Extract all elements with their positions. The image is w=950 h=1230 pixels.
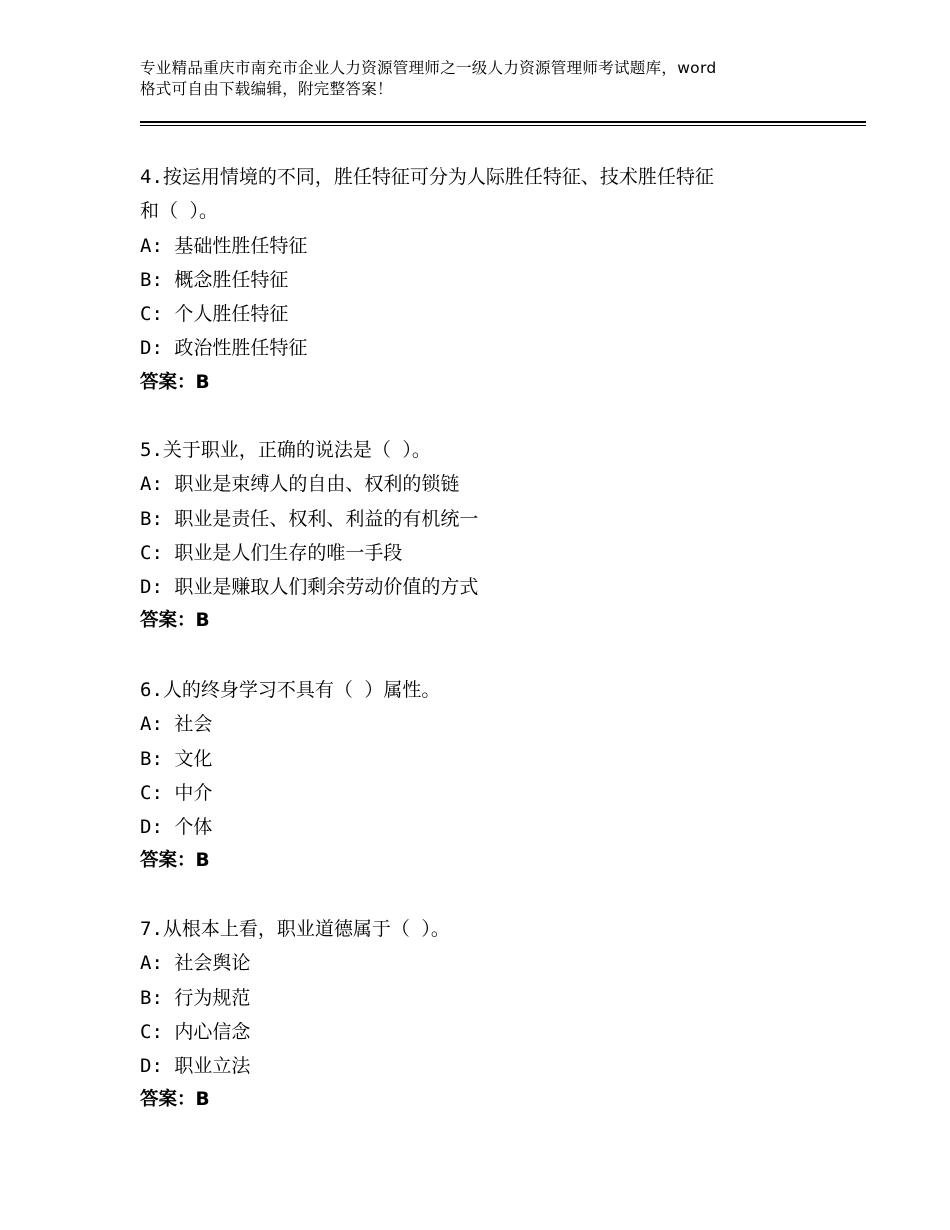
option-a: A: 社会舆论 bbox=[140, 952, 251, 975]
option-b: B: 行为规范 bbox=[140, 986, 251, 1009]
option-d: D: 政治性胜任特征 bbox=[140, 337, 308, 360]
question-stem: 5.关于职业，正确的说法是（ ）。 bbox=[140, 439, 431, 461]
option-b: B: 职业是责任、权利、利益的有机统一 bbox=[140, 507, 479, 530]
header-divider bbox=[140, 121, 866, 126]
question-4 bbox=[140, 160, 840, 400]
question-7 bbox=[140, 912, 840, 1118]
answer: 答案：B bbox=[140, 371, 210, 393]
option-a: A: 基础性胜任特征 bbox=[140, 234, 308, 257]
header-title-line-2: 格式可自由下载编辑，附完整答案！ bbox=[140, 80, 393, 98]
option-d: D: 职业是赚取人们剩余劳动价值的方式 bbox=[140, 576, 479, 599]
option-d: D: 个体 bbox=[140, 816, 213, 839]
question-stem: 4.按运用情境的不同，胜任特征可分为人际胜任特征、技术胜任特征 bbox=[140, 166, 714, 188]
question-stem-continued: 和（ ）。 bbox=[140, 200, 218, 223]
question-6 bbox=[140, 673, 840, 879]
answer: 答案：B bbox=[140, 1089, 210, 1111]
question-stem: 7.从根本上看，职业道德属于（ ）。 bbox=[140, 918, 450, 940]
answer: 答案：B bbox=[140, 610, 210, 632]
option-c: C: 职业是人们生存的唯一手段 bbox=[140, 541, 403, 564]
question-5 bbox=[140, 433, 840, 639]
option-c: C: 个人胜任特征 bbox=[140, 303, 289, 326]
option-c: C: 内心信念 bbox=[140, 1020, 251, 1043]
option-c: C: 中介 bbox=[140, 781, 213, 804]
option-b: B: 文化 bbox=[140, 747, 213, 770]
option-a: A: 职业是束缚人的自由、权利的锁链 bbox=[140, 473, 460, 496]
question-stem: 6.人的终身学习不具有（ ）属性。 bbox=[140, 679, 441, 701]
option-a: A: 社会 bbox=[140, 713, 213, 736]
answer: 答案：B bbox=[140, 850, 210, 872]
option-d: D: 职业立法 bbox=[140, 1055, 251, 1078]
document-header bbox=[140, 58, 830, 100]
option-b: B: 概念胜任特征 bbox=[140, 268, 289, 291]
header-title-line-1: 专业精品重庆市南充市企业人力资源管理师之一级人力资源管理师考试题库，word bbox=[140, 59, 717, 77]
